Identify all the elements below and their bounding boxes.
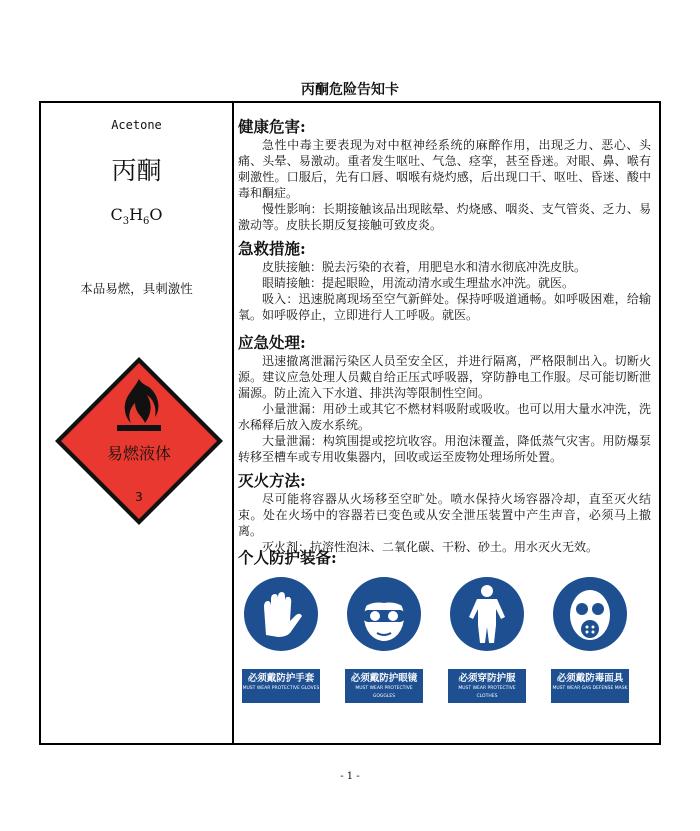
emergency-general: 迅速撤离泄漏污染区人员至安全区，并进行隔离，严格限制出入。切断火源。建议应急处理人员戴自给正压式呼吸器，穿防静电工作服。尽可能切断泄漏源。防止流入下水道、排洪沟等限制性空间。 (238, 354, 651, 400)
first-aid-heading: 急救措施: (238, 239, 306, 258)
hazard-card (39, 101, 661, 745)
health-heading: 健康危害: (238, 117, 306, 136)
hazard-note: 本品易燃，具刺激性 (80, 281, 193, 296)
emergency-section (238, 333, 651, 465)
first-aid-section (238, 239, 651, 323)
ppe-goggles-label: 必须戴防护眼镜 MUST WEAR PROTECTIVE GOGGLES (345, 669, 423, 703)
ppe-section (238, 548, 651, 568)
details-column (234, 103, 659, 743)
goggles-icon (347, 577, 421, 651)
ppe-heading: 个人防护装备: (238, 548, 337, 567)
chemical-formula: $C_3H_6O$ (110, 205, 163, 228)
ppe-gas-mask-label: 必须戴防毒面具 MUST WEAR GAS DEFENSE MASK (551, 669, 629, 703)
ppe-gloves-label: 必须戴防护手套 MUST WEAR PROTECTIVE GLOVES (242, 669, 320, 703)
ppe-suit-sign (448, 577, 526, 707)
emergency-large-leak: 大量泄漏：构筑围提或挖坑收容。用泡沫覆盖，降低蒸气灾害。用防爆泵转移至槽车或专用收集器内，回收或运至废物处理场所处置。 (238, 434, 651, 464)
page-number: - 1 - (340, 771, 360, 782)
flammable-liquid-sign (53, 355, 225, 527)
health-section (238, 117, 651, 233)
gas-mask-icon (553, 577, 627, 651)
health-chronic: 慢性影响：长期接触该品出现眩晕、灼烧感、咽炎、支气管炎、乏力、易激动等。皮肤长期反复接触可致皮炎。 (238, 202, 651, 232)
fire-agents: 灭火剂：抗溶性泡沫、二氧化碳、干粉、砂土。用水灭火无效。 (262, 540, 599, 554)
fire-method: 尽可能将容器从火场移至空旷处。喷水保持火场容器冷却，直至灭火结束。处在火场中的容器若已变色或从安全泄压装置中产生声音，必须马上撤离。 (238, 492, 651, 538)
document-title: 丙酮危险告知卡 (301, 82, 399, 98)
english-name: Acetone (111, 118, 162, 132)
chinese-name: 丙酮 (111, 156, 162, 185)
fire-heading: 灭火方法: (238, 471, 306, 490)
sign-label: 易燃液体 (106, 444, 172, 463)
ppe-gloves-sign (242, 577, 320, 707)
fire-section (238, 471, 651, 555)
emergency-heading: 应急处理: (238, 333, 306, 352)
first-aid-skin: 皮肤接触：脱去污染的衣着，用肥皂水和清水彻底冲洗皮肤。 (262, 260, 587, 274)
ppe-signs (242, 577, 650, 707)
first-aid-inhalation: 吸入：迅速脱离现场至空气新鲜处。保持呼吸道通畅。如呼吸困难，给输氧。如呼吸停止，立即进行人工呼吸。就医。 (238, 292, 651, 322)
health-acute: 急性中毒主要表现为对中枢神经系统的麻醉作用，出现乏力、恶心、头痛、头晕、易激动。重者发生呕吐、气急、痉挛，甚至昏迷。对眼、鼻、喉有刺激性。口服后，先有口唇、咽喉有烧灼感，后出现口干、呕吐、昏迷、酸中毒和酮症。 (238, 138, 651, 200)
emergency-small-leak: 小量泄漏：用砂土或其它不燃材料吸附或吸收。也可以用大量水冲洗，洗水稀释后放入废水系统。 (238, 402, 651, 432)
gloves-icon (244, 577, 318, 651)
ppe-suit-label: 必须穿防护服 MUST WEAR PROTECTIVE CLOTHES (448, 669, 526, 703)
first-aid-eyes: 眼睛接触：提起眼睑，用流动清水或生理盐水冲洗。就医。 (262, 276, 575, 290)
ppe-goggles-sign (345, 577, 423, 707)
protective-suit-icon (450, 577, 524, 651)
sign-class-number: 3 (135, 490, 143, 504)
ppe-gas-mask-sign (551, 577, 629, 707)
identity-column (41, 103, 234, 743)
